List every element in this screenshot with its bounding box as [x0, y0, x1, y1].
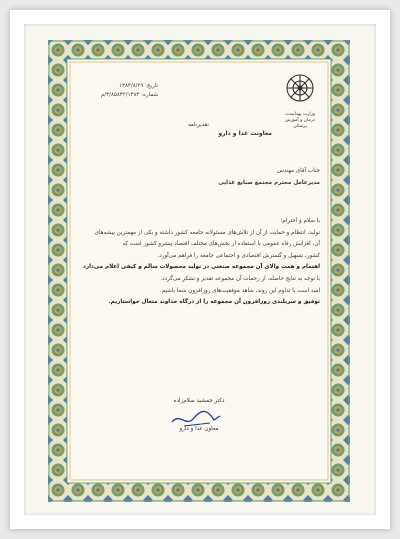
recipient-line-1: جناب آقای مهندس: [276, 168, 320, 174]
ministry-emblem-icon: [282, 70, 318, 112]
recipient-block: [78, 166, 320, 189]
body-line: کشور، تسهیل و گسترش اقتصادی و اجتماعی جامعه را فراهم می‌آورد.: [157, 252, 320, 259]
body-line: اهتمام و همت والای آن مجموعه صنعتی در تولید محصولات سالم و کیفی اعلام می‌دارد: [83, 264, 320, 271]
reference-block: [78, 82, 158, 100]
body-line: آن، افزایش رفاه عمومی با استفاده از بخش‌های مختلف اقتصاد پیشرو کشور است که: [122, 241, 320, 248]
department-name: معاونت غذا و دارو: [218, 130, 272, 137]
body-line: امید است با تداوم این روند، شاهد موفقیت‌های روزافزون شما باشیم.: [159, 287, 320, 294]
certificate-document: [48, 40, 350, 502]
letter-body: [78, 216, 320, 309]
recipient-line-2: مدیرعامل محترم مجتمع صنایع غذایی: [218, 179, 320, 186]
signer-title: معاون غذا و دارو: [179, 426, 219, 432]
letter-content: [78, 70, 320, 474]
document-title: تقدیرنامه: [188, 122, 209, 128]
number-line: شماره: ۳/۸۵۸۳۲/۱۳۸۳/م: [100, 92, 158, 98]
emblem-caption: وزارت بهداشت، درمان و آموزش پزشکی: [284, 112, 316, 129]
body-line: توفیق و سربلندی روزافزون آن مجموعه را از درگاه خداوند متعال خواستاریم.: [108, 299, 320, 306]
body-line: با توجه به نتایج حاصله، از زحمات آن مجموعه تقدیر و تشکر می‌گردد.: [160, 275, 320, 282]
date-line: تاریخ: ۱۳۸۳/۸/۲۹: [119, 83, 158, 89]
body-line: تولید، انتظام و حمایت از آن از تلاش‌های مسئولانه جامعه کشور داشته و یکی از مهمترین پیشه‌های: [94, 229, 320, 236]
signer-name: دکتر جمشید سلام‌زاده: [173, 398, 225, 404]
body-line: با سلام و احترام؛: [280, 218, 320, 224]
